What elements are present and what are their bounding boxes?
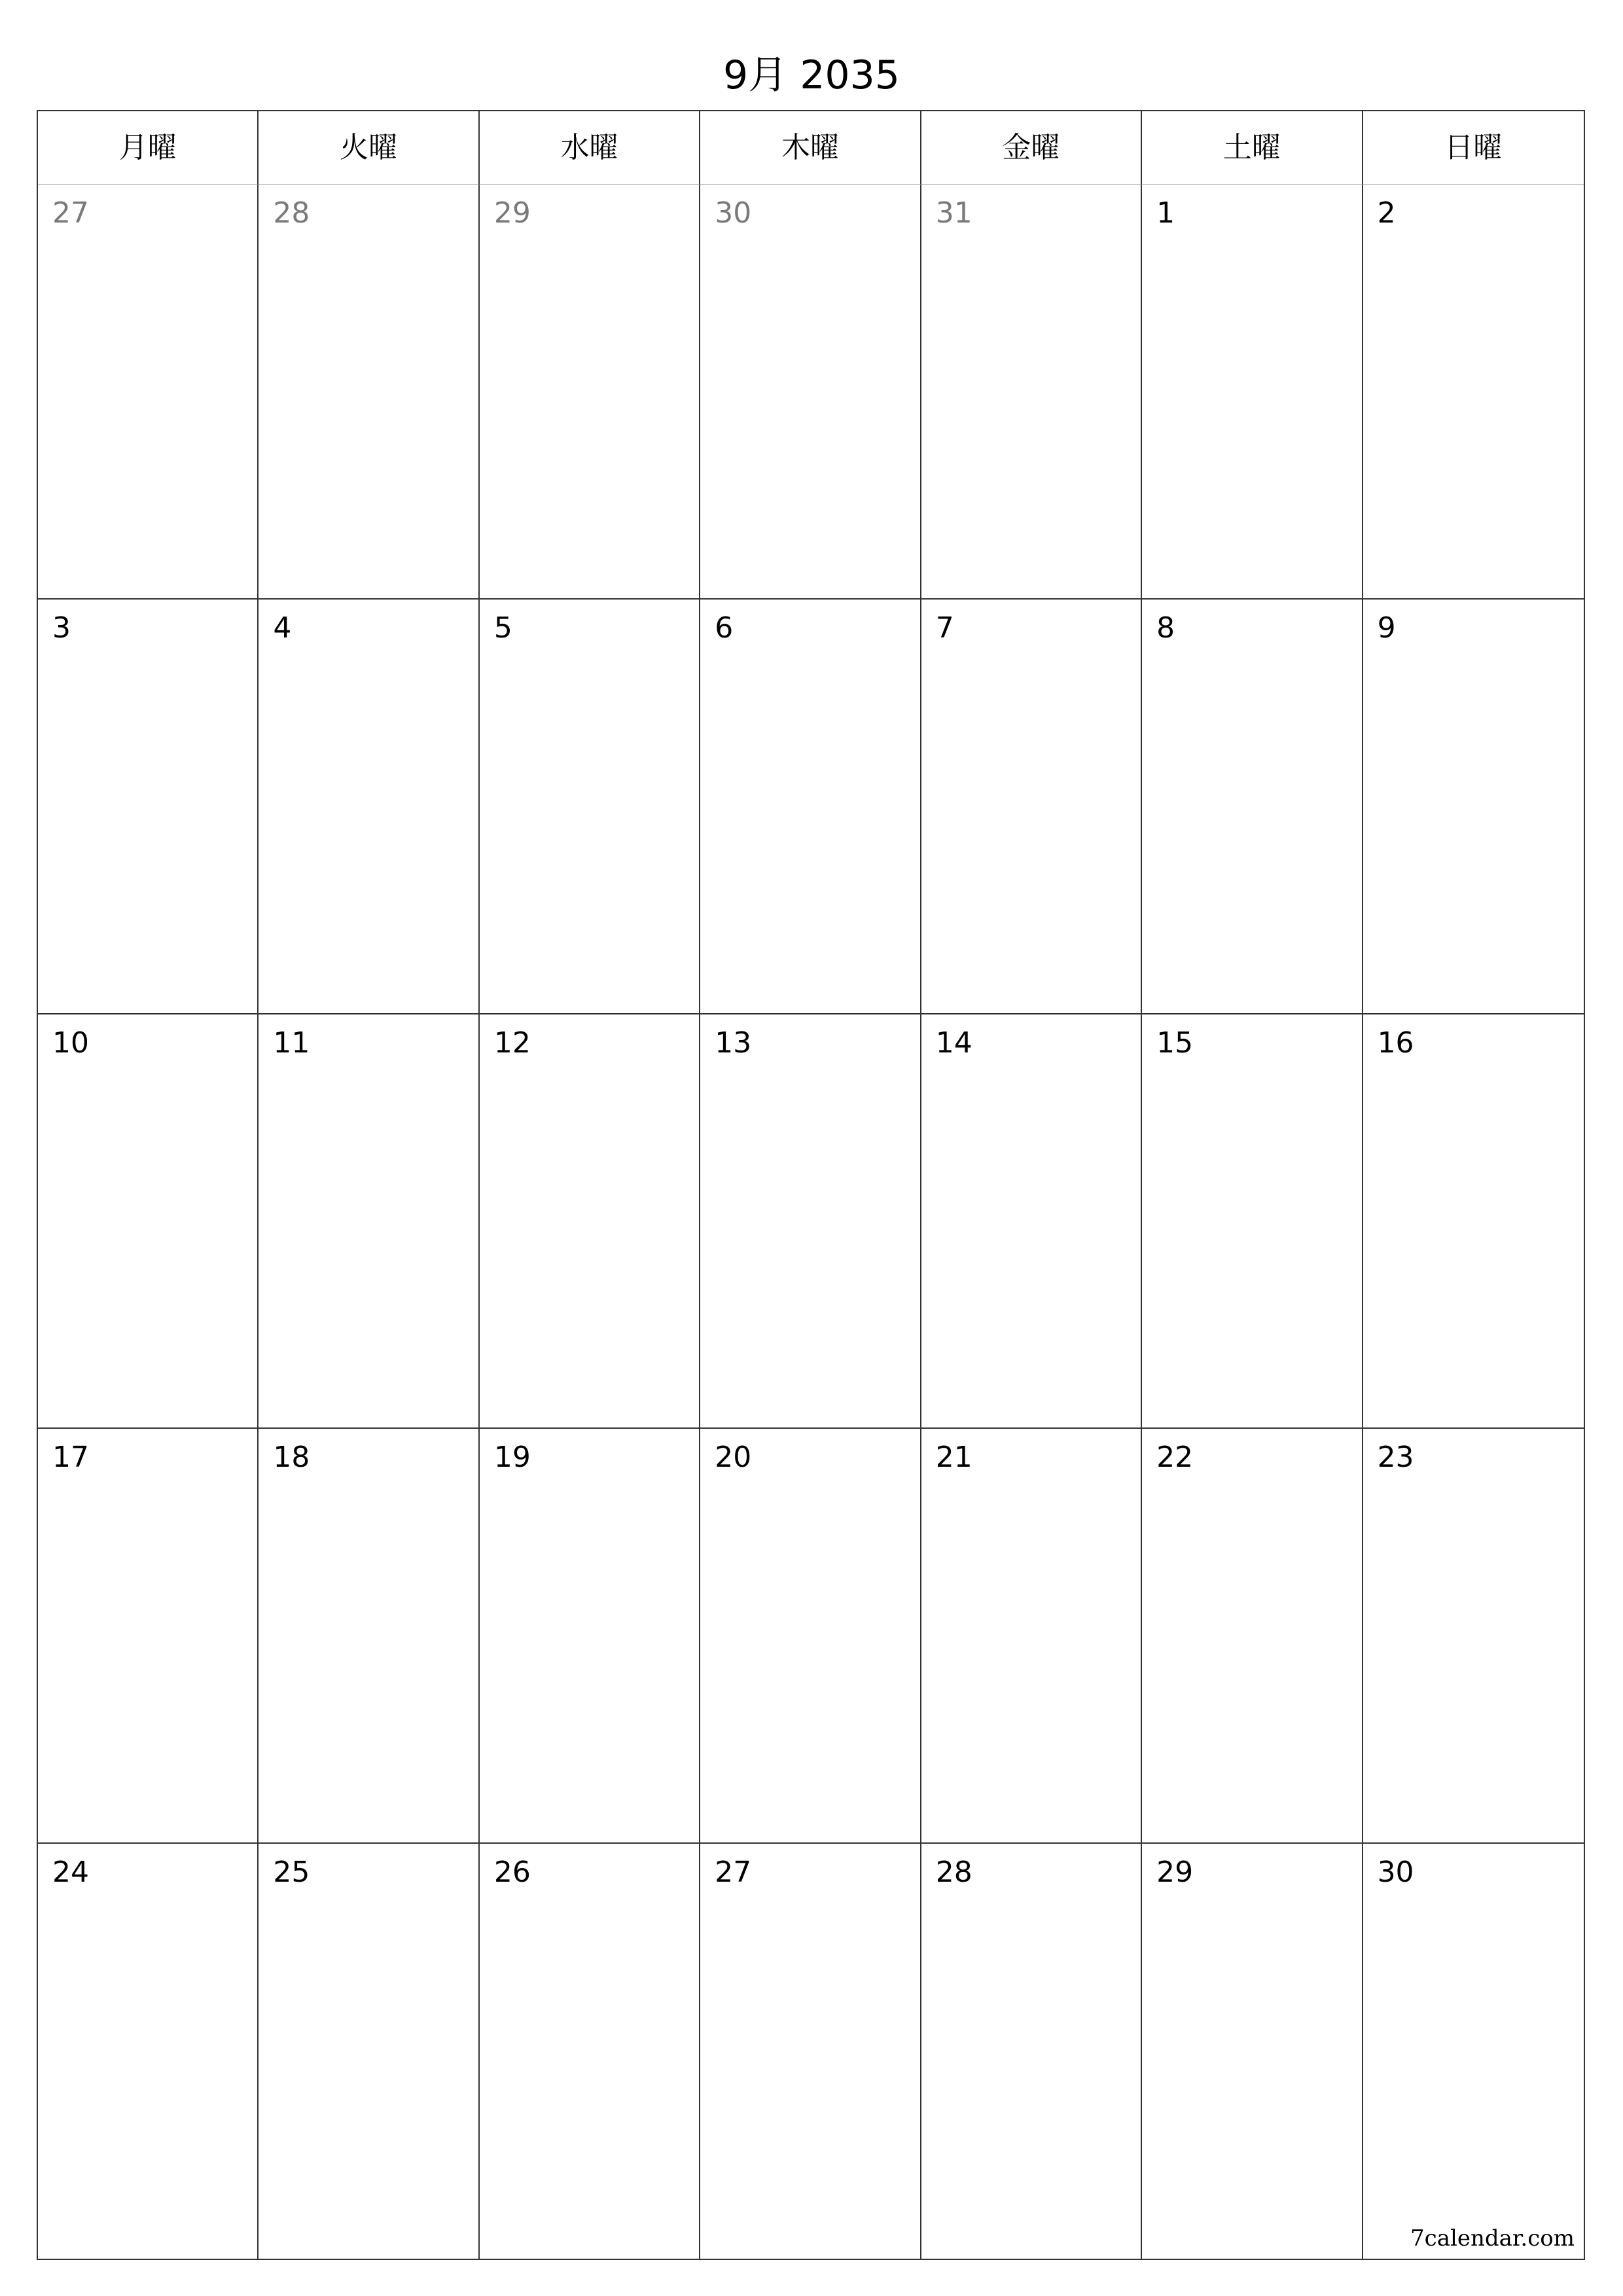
day-cell: [480, 1014, 700, 1429]
day-cell: [259, 185, 479, 600]
day-cell: [921, 1844, 1142, 2259]
day-number: 23: [1377, 1441, 1414, 1475]
day-number: 16: [1377, 1026, 1414, 1060]
day-number: 8: [1156, 611, 1175, 645]
day-cell: [1142, 600, 1363, 1014]
day-number: 2: [1377, 196, 1396, 230]
day-number: 29: [493, 196, 531, 230]
day-number: 12: [493, 1026, 531, 1060]
day-cell: [480, 600, 700, 1014]
day-cell: [1142, 1429, 1363, 1844]
day-cell: [700, 1014, 921, 1429]
footer-credit: 7calendar.com: [1410, 2225, 1575, 2251]
day-cell: [921, 1014, 1142, 1429]
day-cell: [1363, 600, 1584, 1014]
day-cell: [1142, 185, 1363, 600]
day-number: 29: [1156, 1856, 1194, 1890]
day-cell: [1363, 185, 1584, 600]
day-number: 27: [715, 1856, 752, 1890]
day-number: 26: [493, 1856, 531, 1890]
day-cell: [38, 1014, 259, 1429]
day-number: 24: [52, 1856, 89, 1890]
weekday-header: 木曜: [700, 111, 921, 185]
day-cell: [1142, 1844, 1363, 2259]
day-cell: [38, 185, 259, 600]
day-number: 19: [493, 1441, 531, 1475]
day-number: 10: [52, 1026, 89, 1060]
day-cell: [259, 1844, 479, 2259]
day-number: 30: [1377, 1856, 1414, 1890]
day-cell: [700, 600, 921, 1014]
day-cell: [700, 185, 921, 600]
day-number: 30: [715, 196, 752, 230]
day-cell: [480, 1429, 700, 1844]
day-number: 5: [493, 611, 512, 645]
day-number: 18: [273, 1441, 310, 1475]
day-number: 1: [1156, 196, 1175, 230]
weekday-header: 水曜: [480, 111, 700, 185]
weekday-header: 土曜: [1142, 111, 1363, 185]
page-title: 9月 2035: [723, 52, 900, 98]
day-cell: [1363, 1429, 1584, 1844]
day-number: 13: [715, 1026, 752, 1060]
day-number: 20: [715, 1441, 752, 1475]
day-number: 21: [935, 1441, 972, 1475]
weekday-header: 月曜: [38, 111, 259, 185]
day-cell: [259, 1429, 479, 1844]
day-cell: [38, 1844, 259, 2259]
day-cell: [921, 185, 1142, 600]
day-number: 11: [273, 1026, 310, 1060]
day-cell: [1142, 1014, 1363, 1429]
weekday-header: 火曜: [259, 111, 479, 185]
weekday-header: 金曜: [921, 111, 1142, 185]
day-number: 22: [1156, 1441, 1194, 1475]
day-cell: [259, 600, 479, 1014]
day-number: 28: [273, 196, 310, 230]
day-cell: [480, 1844, 700, 2259]
day-cell: [38, 1429, 259, 1844]
weekday-header: 日曜: [1363, 111, 1584, 185]
day-number: 15: [1156, 1026, 1194, 1060]
day-cell: [480, 185, 700, 600]
day-cell: [1363, 1014, 1584, 1429]
day-cell: [259, 1014, 479, 1429]
day-cell: [921, 1429, 1142, 1844]
day-number: 17: [52, 1441, 89, 1475]
day-cell: [921, 600, 1142, 1014]
day-number: 9: [1377, 611, 1396, 645]
calendar-grid: [37, 110, 1585, 2260]
day-number: 4: [273, 611, 292, 645]
day-number: 27: [52, 196, 89, 230]
day-number: 6: [715, 611, 734, 645]
day-number: 28: [935, 1856, 972, 1890]
day-number: 31: [935, 196, 972, 230]
day-number: 7: [935, 611, 954, 645]
day-cell: [700, 1844, 921, 2259]
day-number: 3: [52, 611, 71, 645]
day-cell: [38, 600, 259, 1014]
day-cell: [1363, 1844, 1584, 2259]
day-cell: [700, 1429, 921, 1844]
day-number: 25: [273, 1856, 310, 1890]
day-number: 14: [935, 1026, 972, 1060]
